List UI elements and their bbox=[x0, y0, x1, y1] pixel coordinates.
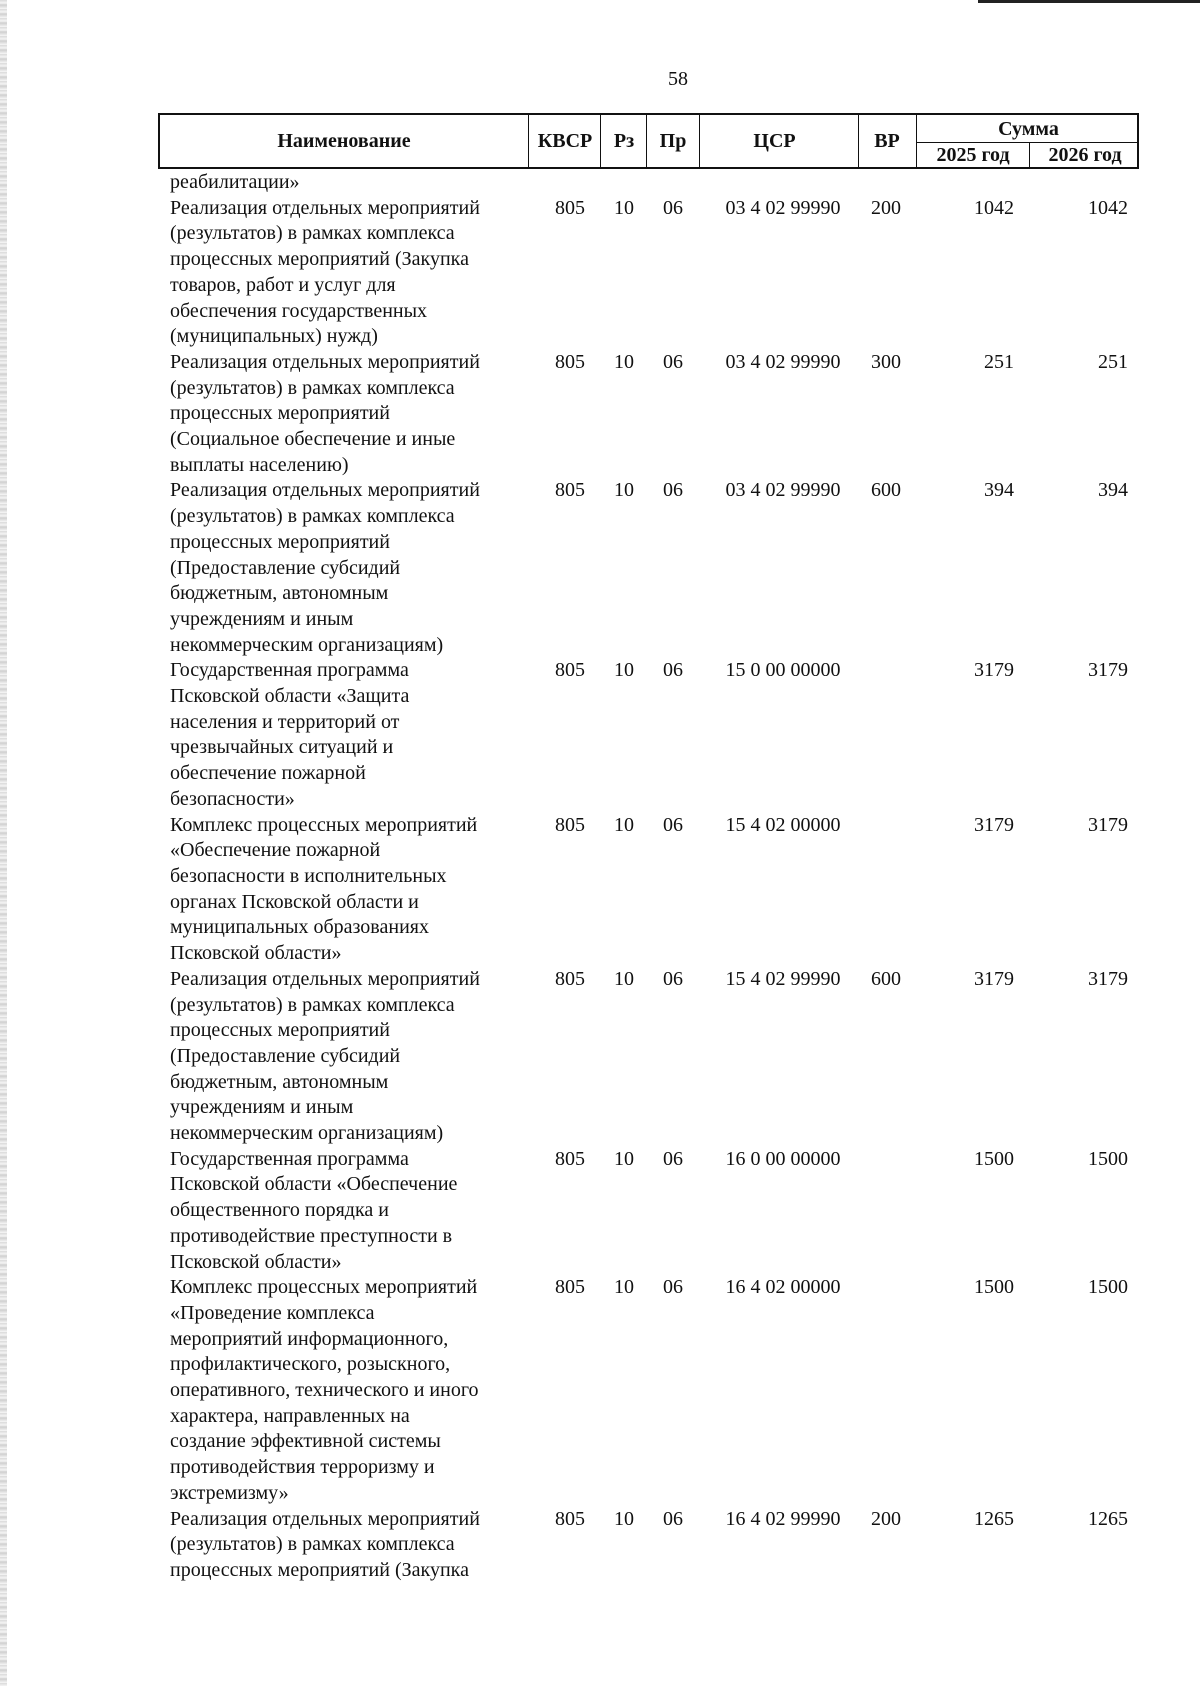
row-pr: 06 bbox=[663, 350, 683, 373]
row-name-line: (результатов) в рамках комплекса bbox=[170, 222, 455, 245]
row-pr: 06 bbox=[663, 196, 683, 219]
row-name-line: населения и территорий от bbox=[170, 710, 400, 733]
row-name-line: процессных мероприятий bbox=[170, 530, 390, 553]
row-name bbox=[158, 1507, 522, 1584]
row-csr: 15 0 00 00000 bbox=[725, 659, 841, 682]
row-name bbox=[158, 813, 522, 967]
row-name-line: создание эффективной системы bbox=[170, 1430, 441, 1453]
row-csr: 03 4 02 99990 bbox=[725, 350, 841, 373]
row-vr: 600 bbox=[871, 479, 901, 502]
row-vr: 200 bbox=[871, 1507, 901, 1530]
row-sum-2025: 251 bbox=[984, 350, 1014, 373]
table-row bbox=[158, 813, 1139, 967]
row-name-line: (Предоставление субсидий bbox=[170, 556, 401, 579]
row-name-line: безопасности» bbox=[170, 787, 295, 810]
row-sum-2026: 394 bbox=[1098, 479, 1128, 502]
row-name-line: реабилитации» bbox=[170, 171, 300, 193]
row-name-line: процессных мероприятий (Закупка bbox=[170, 1558, 469, 1581]
row-name-line: (результатов) в рамках комплекса bbox=[170, 376, 455, 399]
row-name bbox=[158, 1147, 522, 1276]
row-name-line: оперативного, технического и иного bbox=[170, 1379, 479, 1402]
row-sum-2026: 1500 bbox=[1088, 1147, 1128, 1170]
header-divider bbox=[916, 115, 917, 167]
header-divider bbox=[600, 115, 601, 167]
row-name-line: (Предоставление субсидий bbox=[170, 1044, 401, 1067]
table-row bbox=[158, 478, 1139, 658]
row-name-line: профилактического, розыскного, bbox=[170, 1353, 451, 1376]
row-csr: 16 4 02 99990 bbox=[725, 1507, 841, 1530]
row-name-line: учреждениям и иным bbox=[170, 1096, 354, 1119]
header-year-2025: 2025 год bbox=[936, 143, 1010, 166]
row-kvsr: 805 bbox=[555, 479, 585, 502]
header-csr: ЦСР bbox=[753, 129, 796, 152]
row-sum-2025: 3179 bbox=[974, 659, 1014, 682]
row-name-line: Реализация отдельных мероприятий bbox=[170, 1507, 480, 1530]
row-rz: 10 bbox=[614, 659, 634, 682]
row-name-line: Государственная программа bbox=[170, 1147, 409, 1170]
row-name-line: противодействие преступности в bbox=[170, 1224, 453, 1247]
header-divider bbox=[528, 115, 529, 167]
row-pr: 06 bbox=[663, 479, 683, 502]
row-name-line: некоммерческим организациям) bbox=[170, 1122, 444, 1145]
table-row bbox=[158, 1275, 1139, 1506]
row-sum-2026: 251 bbox=[1098, 350, 1128, 373]
row-vr: 200 bbox=[871, 196, 901, 219]
row-name-line: общественного порядка и bbox=[170, 1199, 389, 1222]
row-name-line: характера, направленных на bbox=[170, 1404, 410, 1427]
header-rz: Рз bbox=[613, 129, 635, 152]
header-vr: ВР bbox=[874, 129, 900, 152]
row-name-line: Реализация отдельных мероприятий bbox=[170, 350, 480, 373]
scan-edge bbox=[0, 0, 7, 1686]
row-name-line: Псковской области» bbox=[170, 1250, 342, 1273]
row-pr: 06 bbox=[663, 967, 683, 990]
row-kvsr: 805 bbox=[555, 1507, 585, 1530]
row-name-line: мероприятий информационного, bbox=[170, 1327, 449, 1350]
row-csr: 15 4 02 99990 bbox=[725, 967, 841, 990]
row-name-line: процессных мероприятий bbox=[170, 1019, 390, 1042]
row-name bbox=[158, 170, 522, 196]
row-name bbox=[158, 478, 522, 658]
row-sum-2025: 1265 bbox=[974, 1507, 1014, 1530]
row-kvsr: 805 bbox=[555, 659, 585, 682]
row-name-line: Псковской области» bbox=[170, 942, 342, 965]
header-pr: Пр bbox=[659, 129, 687, 152]
row-name-line: (результатов) в рамках комплекса bbox=[170, 1533, 455, 1556]
row-name-line: выплаты населению) bbox=[170, 453, 349, 476]
row-name-line: экстремизму» bbox=[170, 1481, 289, 1504]
row-kvsr: 805 bbox=[555, 196, 585, 219]
table-row bbox=[158, 350, 1139, 479]
row-name-line: Псковской области «Защита bbox=[170, 685, 410, 708]
row-vr: 600 bbox=[871, 967, 901, 990]
header-name: Наименование bbox=[277, 129, 411, 152]
row-name-line: обеспечение пожарной bbox=[170, 762, 366, 785]
row-pr: 06 bbox=[663, 659, 683, 682]
row-name bbox=[158, 196, 522, 350]
row-rz: 10 bbox=[614, 813, 634, 836]
row-rz: 10 bbox=[614, 1147, 634, 1170]
row-name bbox=[158, 350, 522, 479]
row-sum-2025: 1500 bbox=[974, 1276, 1014, 1299]
row-rz: 10 bbox=[614, 196, 634, 219]
row-name-line: (Социальное обеспечение и иные bbox=[170, 428, 456, 451]
row-name-line: чрезвычайных ситуаций и bbox=[170, 736, 394, 759]
row-pr: 06 bbox=[663, 1276, 683, 1299]
header-year-2026: 2026 год bbox=[1048, 143, 1122, 166]
row-kvsr: 805 bbox=[555, 1147, 585, 1170]
row-name bbox=[158, 967, 522, 1147]
row-name-line: обеспечения государственных bbox=[170, 299, 428, 322]
row-sum-2025: 3179 bbox=[974, 813, 1014, 836]
row-rz: 10 bbox=[614, 479, 634, 502]
row-name-line: товаров, работ и услуг для bbox=[170, 273, 396, 296]
row-sum-2026: 1265 bbox=[1088, 1507, 1128, 1530]
row-rz: 10 bbox=[614, 967, 634, 990]
table-row bbox=[158, 170, 1139, 196]
row-name-line: Комплекс процессных мероприятий bbox=[170, 813, 478, 836]
row-kvsr: 805 bbox=[555, 350, 585, 373]
row-kvsr: 805 bbox=[555, 967, 585, 990]
row-sum-2025: 1500 bbox=[974, 1147, 1014, 1170]
table-body bbox=[158, 170, 1139, 1584]
row-name-line: «Проведение комплекса bbox=[170, 1301, 375, 1324]
row-rz: 10 bbox=[614, 1507, 634, 1530]
header-divider bbox=[646, 115, 647, 167]
row-pr: 06 bbox=[663, 813, 683, 836]
row-sum-2025: 1042 bbox=[974, 196, 1014, 219]
table-header bbox=[158, 113, 1139, 169]
row-name-line: Псковской области «Обеспечение bbox=[170, 1173, 458, 1196]
row-name-line: «Обеспечение пожарной bbox=[170, 839, 381, 862]
row-name-line: некоммерческим организациям) bbox=[170, 633, 444, 656]
row-sum-2026: 1500 bbox=[1088, 1276, 1128, 1299]
row-name-line: бюджетным, автономным bbox=[170, 1070, 389, 1093]
header-divider bbox=[858, 115, 859, 167]
row-sum-2025: 3179 bbox=[974, 967, 1014, 990]
row-kvsr: 805 bbox=[555, 1276, 585, 1299]
row-name-line: (муниципальных) нужд) bbox=[170, 325, 378, 348]
row-name-line: процессных мероприятий (Закупка bbox=[170, 248, 469, 271]
row-name bbox=[158, 1275, 522, 1506]
row-name-line: бюджетным, автономным bbox=[170, 582, 389, 605]
row-csr: 03 4 02 99990 bbox=[725, 479, 841, 502]
row-vr: 300 bbox=[871, 350, 901, 373]
header-sum: Сумма bbox=[998, 117, 1059, 140]
table-row bbox=[158, 1507, 1139, 1584]
table-row bbox=[158, 196, 1139, 350]
row-name-line: Комплекс процессных мероприятий bbox=[170, 1276, 478, 1299]
page-number: 58 bbox=[668, 68, 688, 90]
row-pr: 06 bbox=[663, 1147, 683, 1170]
row-sum-2026: 3179 bbox=[1088, 967, 1128, 990]
row-rz: 10 bbox=[614, 350, 634, 373]
table-row bbox=[158, 658, 1139, 812]
top-rule bbox=[978, 0, 1200, 3]
header-divider bbox=[699, 115, 700, 167]
header-divider bbox=[1029, 142, 1030, 167]
row-sum-2026: 1042 bbox=[1088, 196, 1128, 219]
row-name-line: процессных мероприятий bbox=[170, 402, 390, 425]
row-sum-2026: 3179 bbox=[1088, 813, 1128, 836]
row-sum-2025: 394 bbox=[984, 479, 1014, 502]
row-pr: 06 bbox=[663, 1507, 683, 1530]
row-name-line: Реализация отдельных мероприятий bbox=[170, 196, 480, 219]
row-csr: 16 0 00 00000 bbox=[725, 1147, 841, 1170]
row-name bbox=[158, 658, 522, 812]
header-kvsr: КВСР bbox=[537, 129, 593, 152]
row-name-line: (результатов) в рамках комплекса bbox=[170, 505, 455, 528]
row-csr: 15 4 02 00000 bbox=[725, 813, 841, 836]
row-name-line: Государственная программа bbox=[170, 659, 409, 682]
table-row bbox=[158, 967, 1139, 1147]
row-rz: 10 bbox=[614, 1276, 634, 1299]
row-sum-2026: 3179 bbox=[1088, 659, 1128, 682]
row-csr: 03 4 02 99990 bbox=[725, 196, 841, 219]
row-name-line: органах Псковской области и bbox=[170, 890, 419, 913]
row-name-line: муниципальных образованиях bbox=[170, 916, 429, 939]
row-kvsr: 805 bbox=[555, 813, 585, 836]
row-name-line: безопасности в исполнительных bbox=[170, 864, 447, 887]
row-name-line: учреждениям и иным bbox=[170, 607, 354, 630]
row-name-line: Реализация отдельных мероприятий bbox=[170, 479, 480, 502]
row-csr: 16 4 02 00000 bbox=[725, 1276, 841, 1299]
table-row bbox=[158, 1147, 1139, 1276]
row-name-line: (результатов) в рамках комплекса bbox=[170, 993, 455, 1016]
row-name-line: Реализация отдельных мероприятий bbox=[170, 967, 480, 990]
row-name-line: противодействия терроризму и bbox=[170, 1456, 435, 1479]
